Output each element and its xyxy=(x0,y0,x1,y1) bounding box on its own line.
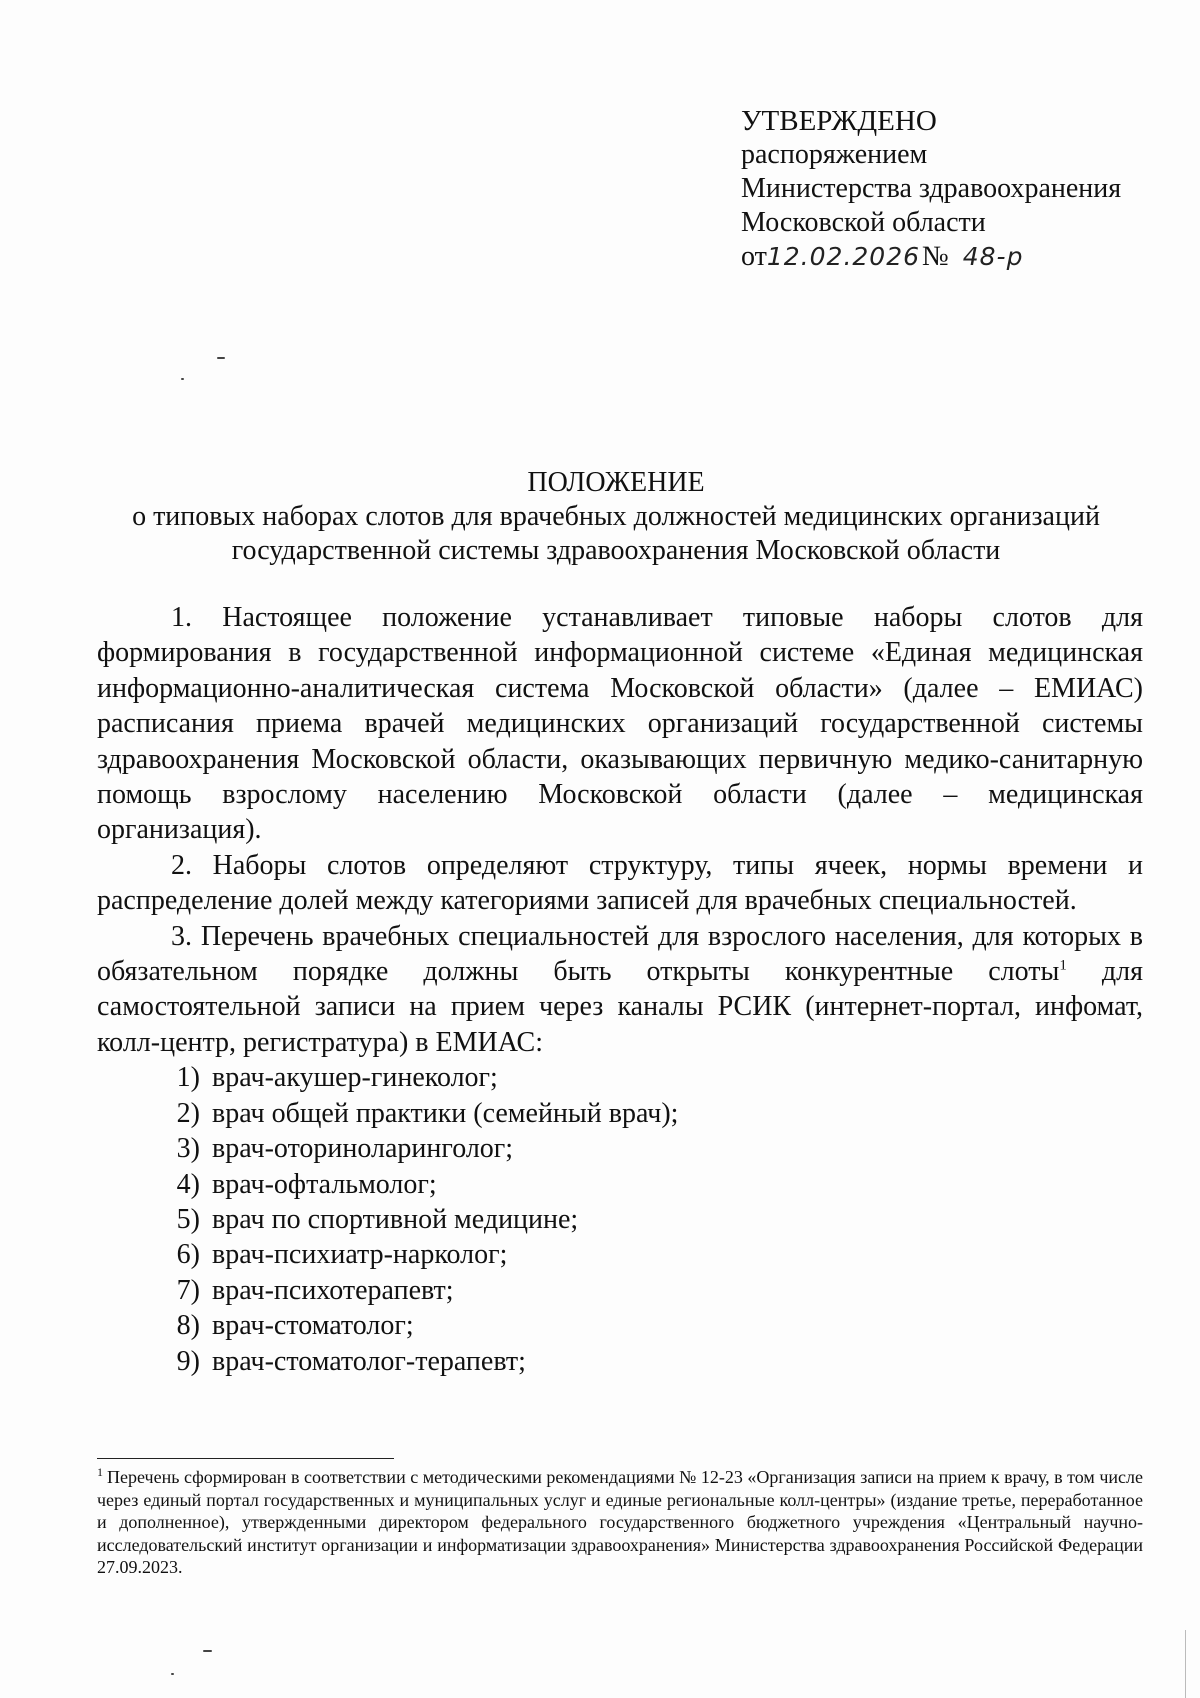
list-item-number: 5) xyxy=(176,1203,200,1235)
list-item-text: врач по спортивной медицине; xyxy=(212,1203,579,1235)
footnote-divider xyxy=(97,1458,394,1459)
list-item-text: врач-акушер-гинеколог; xyxy=(212,1062,498,1094)
title-line-2: государственной системы здравоохранения Московской области xyxy=(231,535,1001,566)
list-item xyxy=(97,1344,1143,1379)
scan-speck xyxy=(171,1673,174,1675)
list-item-number: 2) xyxy=(176,1097,200,1129)
list-item xyxy=(97,1202,1143,1237)
paragraph-3-part-2: для самостоятельной записи на прием через каналы РСИК (интернет-портал, инфомат, колл-центр, регистратура) в ЕМИАС: xyxy=(97,956,1143,1058)
approval-heading: УТВЕРЖДЕНО xyxy=(741,105,937,137)
scan-speck xyxy=(203,1650,212,1652)
document-title xyxy=(90,466,1142,568)
approval-date-prefix: от xyxy=(741,241,767,272)
footnote-reference: 1 xyxy=(1059,957,1067,974)
list-item-text: врач общей практики (семейный врач); xyxy=(212,1097,679,1129)
paragraph-3 xyxy=(97,919,1143,1061)
approval-line-2: Министерства здравоохранения xyxy=(741,173,1122,204)
footnote xyxy=(97,1466,1143,1579)
list-item-text: врач-стоматолог-терапевт; xyxy=(212,1345,526,1377)
scan-speck xyxy=(217,357,225,359)
list-item xyxy=(97,1237,1143,1272)
scan-speck xyxy=(181,378,184,380)
paragraph-2: 2. Наборы слотов определяют структуру, типы ячеек, нормы времени и распределение долей между категориями записей для врачебных специальностей. xyxy=(97,849,1143,917)
list-item xyxy=(97,1060,1143,1095)
footnote-mark: 1 xyxy=(97,1465,103,1479)
list-item-number: 8) xyxy=(176,1310,200,1342)
list-item-text: врач-оториноларинголог; xyxy=(212,1133,514,1165)
paragraph-3-part-1: 3. Перечень врачебных специальностей для взрослого населения, для которых в обязательном порядке должны быть открыты конкурентные слоты xyxy=(97,920,1143,988)
title-line-1: о типовых наборах слотов для врачебных должностей медицинских организаций xyxy=(132,501,1100,532)
list-item-number: 4) xyxy=(176,1168,200,1200)
approval-block xyxy=(741,104,1171,274)
approval-date-line xyxy=(741,240,1171,274)
list-item xyxy=(97,1167,1143,1202)
list-item-number: 6) xyxy=(176,1239,200,1271)
list-item-text: врач-стоматолог; xyxy=(212,1310,414,1342)
footnote-text: Перечень сформирован в соответствии с методическими рекомендациями № 12-23 «Организация записи на прием к врачу, в том числе через единый портал государственных и муниципальных услуг и единые региональные колл-центры» (издание третье, переработанное и дополненное), утвержденными директором федерального государственного бюджетного учреждения «Центральный научно-исследовательский институт организации и информатизации здравоохранения» Министерства здравоохранения Российской Федерации 27.09.2023. xyxy=(97,1467,1143,1578)
list-item-number: 7) xyxy=(176,1274,200,1306)
approval-number-sign: № xyxy=(922,241,949,272)
title-heading: ПОЛОЖЕНИЕ xyxy=(527,467,705,498)
list-item-number: 9) xyxy=(176,1345,200,1377)
list-item-text: врач-психотерапевт; xyxy=(212,1274,454,1306)
list-item-number: 1) xyxy=(176,1062,200,1094)
list-item xyxy=(97,1308,1143,1343)
specialty-list xyxy=(97,1060,1143,1379)
list-item-text: врач-офтальмолог; xyxy=(212,1168,437,1200)
list-item xyxy=(97,1273,1143,1308)
approval-line-3: Московской области xyxy=(741,207,986,238)
list-item-number: 3) xyxy=(176,1133,200,1165)
list-item xyxy=(97,1096,1143,1131)
document-body xyxy=(97,600,1143,1379)
approval-line-1: распоряжением xyxy=(741,139,928,170)
approval-date-handwritten: 12.02.2026 xyxy=(766,242,921,271)
approval-number-handwritten: 48-р xyxy=(962,242,1024,271)
paragraph-1: 1. Настоящее положение устанавливает типовые наборы слотов для формирования в государственной информационной системе «Единая медицинская информационно-аналитическая система Московской области» (далее – ЕМИАС) расписания приема врачей медицинских организаций государственной системы здравоохранения Московской области, оказывающих первичную медико-санитарную помощь взрослому населению Московской области (далее – медицинская организация). xyxy=(97,602,1143,846)
list-item-text: врач-психиатр-нарколог; xyxy=(212,1239,508,1271)
scan-edge-line xyxy=(1185,1630,1186,1698)
list-item xyxy=(97,1131,1143,1166)
